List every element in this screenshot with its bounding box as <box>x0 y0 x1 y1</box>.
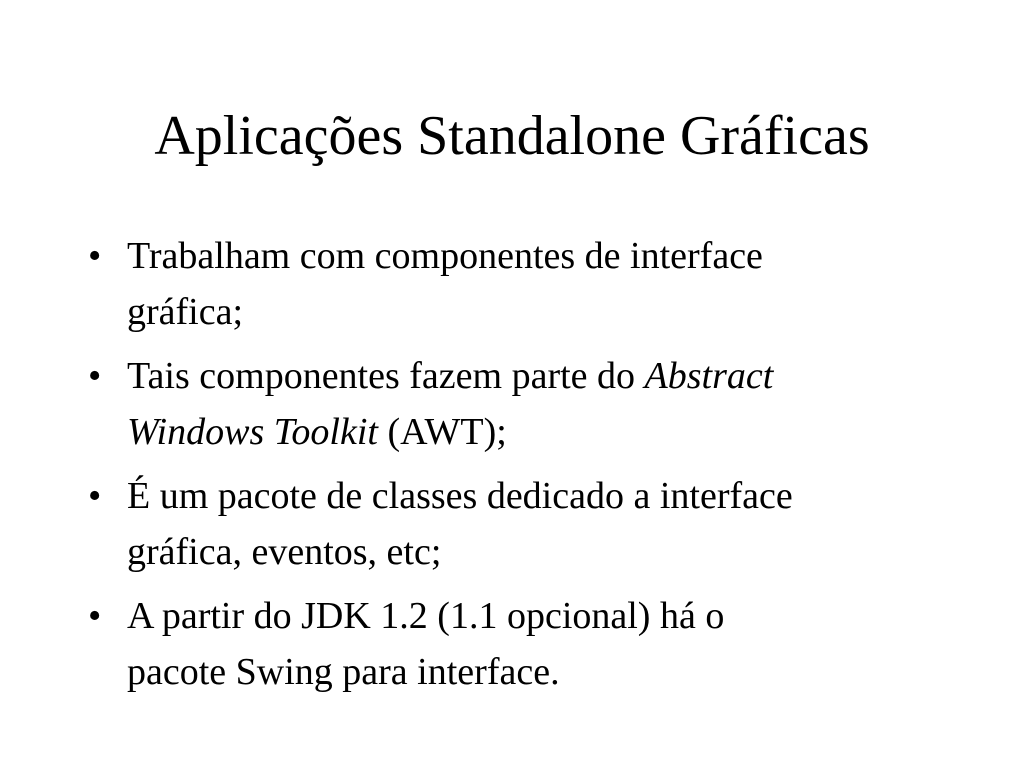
bullet-text-segment: (AWT); <box>377 411 507 453</box>
bullet-item <box>88 348 948 460</box>
bullet-list <box>88 228 948 708</box>
bullet-dot-icon: • <box>88 355 102 397</box>
bullet-text-segment: Tais componentes fazem parte do <box>127 355 645 397</box>
bullet-text-line: É um pacote de classes dedicado a interface <box>127 475 793 517</box>
bullet-text-line: gráfica, eventos, etc; <box>127 531 442 573</box>
bullet-text-line: gráfica; <box>127 291 244 333</box>
bullet-dot-icon: • <box>88 475 102 517</box>
bullet-dot-icon: • <box>88 595 102 637</box>
bullet-text-line: pacote Swing para interface. <box>127 651 560 693</box>
bullet-dot-icon: • <box>88 235 102 277</box>
bullet-italic-term: Abstract <box>644 355 774 397</box>
slide-title: Aplicações Standalone Gráficas <box>154 105 870 167</box>
bullet-italic-term: Windows Toolkit <box>127 411 378 453</box>
bullet-item <box>88 228 948 340</box>
bullet-item <box>88 468 948 580</box>
bullet-item <box>88 588 948 700</box>
bullet-text-line: Trabalham com componentes de interface <box>127 235 763 277</box>
bullet-text-line: A partir do JDK 1.2 (1.1 opcional) há o <box>127 595 725 637</box>
